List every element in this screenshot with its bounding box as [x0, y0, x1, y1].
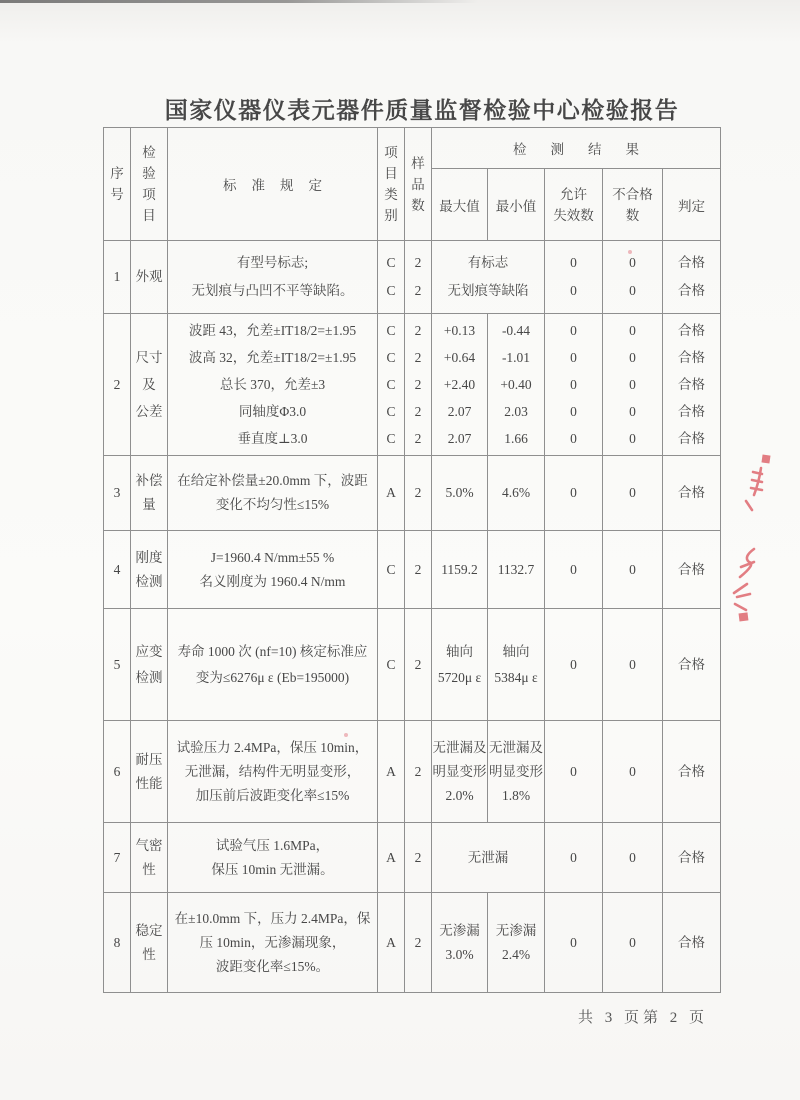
text-line: 2.4%	[501, 946, 531, 962]
text-line: 无渗漏	[495, 922, 537, 938]
text-line: A	[386, 763, 396, 779]
table-row	[104, 609, 721, 721]
max-value	[432, 456, 488, 531]
table-row	[104, 531, 721, 609]
text-line: 有标志	[467, 255, 509, 270]
text-line: C	[386, 255, 396, 270]
inspection-item	[131, 531, 168, 609]
text-line: A	[386, 849, 396, 865]
page-title: 国家仪器仪表元器件质量监督检验中心检验报告	[164, 97, 680, 123]
text-line: 样	[411, 155, 425, 171]
min-value	[488, 893, 545, 993]
inspection-item	[131, 609, 168, 721]
text-line: 2.0%	[445, 787, 474, 803]
verdict	[663, 823, 721, 893]
text-line: 0	[570, 485, 577, 500]
text-line: 0	[570, 656, 577, 672]
row-number: 1	[104, 241, 131, 314]
text-line: 0	[629, 934, 636, 950]
text-line: 无泄漏，结构件无明显变形，	[184, 763, 361, 779]
text-line: +0.40	[500, 377, 532, 392]
inspection-item	[131, 314, 168, 456]
min-value	[488, 314, 545, 456]
text-line: 0	[570, 763, 577, 779]
row-number: 2	[104, 314, 131, 456]
text-line: 0	[570, 377, 577, 392]
standard-spec	[168, 531, 378, 609]
min-value	[488, 456, 545, 531]
text-line: 变化不均匀性≤15%	[215, 497, 330, 512]
text-line: 2	[414, 255, 422, 270]
text-line: 0	[570, 404, 577, 419]
inspection-item	[131, 456, 168, 531]
text-line: 无划痕等缺陷	[447, 283, 529, 298]
text-line: 2	[414, 431, 422, 446]
text-line: 1.66	[504, 431, 528, 446]
text-line: 5384μ ε	[494, 669, 538, 685]
text-line: 0	[570, 323, 577, 338]
nonconforming-count	[603, 609, 663, 721]
allowed-failures	[545, 314, 603, 456]
text-line: 2	[414, 350, 422, 365]
text-line: 0	[629, 255, 636, 270]
sample-count	[405, 823, 432, 893]
text-line: 序	[110, 166, 124, 181]
text-line: 合格	[678, 323, 705, 338]
category	[378, 721, 405, 823]
text-line: 合格	[678, 849, 705, 865]
allowed-failures	[545, 531, 603, 609]
category	[378, 609, 405, 721]
sample-count	[405, 531, 432, 609]
text-line: C	[386, 377, 396, 392]
row-number: 5	[104, 609, 131, 721]
text-line: 合格	[678, 404, 705, 419]
nonconforming-count	[603, 241, 663, 314]
text-line: 失效数	[553, 207, 594, 223]
text-line: 外观	[135, 269, 163, 284]
table-row	[104, 893, 721, 993]
text-line: 合格	[678, 763, 705, 779]
text-line: 1132.7	[497, 561, 535, 577]
text-line: 0	[570, 561, 577, 577]
text-line: 波距变化率≤15%。	[215, 958, 330, 974]
header-verdict: 判定	[663, 169, 721, 241]
text-line: 无划痕与凸凹不平等缺陷。	[191, 283, 354, 298]
text-line: +0.64	[443, 350, 476, 365]
text-line: 检测	[135, 573, 163, 589]
text-line: 2.03	[504, 404, 528, 419]
text-line: 3.0%	[445, 946, 474, 962]
text-line: 0	[570, 849, 577, 865]
text-line: 气密	[135, 837, 163, 853]
text-line: C	[386, 350, 396, 365]
text-line: 2	[414, 485, 422, 500]
category	[378, 241, 405, 314]
inspection-report-table	[103, 127, 721, 993]
text-line: 2.07	[447, 431, 472, 446]
text-line: 0	[629, 283, 636, 298]
text-line: 无泄漏	[467, 849, 509, 865]
text-line: A	[386, 485, 396, 500]
text-line: 变为≤6276μ ε (Eb=195000)	[195, 669, 350, 685]
min-value	[488, 721, 545, 823]
text-line: 0	[629, 656, 636, 672]
standard-spec	[168, 609, 378, 721]
text-line: 项	[384, 145, 398, 160]
nonconforming-count	[603, 456, 663, 531]
text-line: 0	[570, 255, 577, 270]
row-number: 7	[104, 823, 131, 893]
result-merged	[432, 241, 545, 314]
table-row	[104, 721, 721, 823]
text-line: 数	[625, 207, 640, 223]
text-line: 补偿	[135, 473, 163, 488]
text-line: 垂直度⊥3.0	[237, 431, 308, 446]
text-line: 同轴度Φ3.0	[238, 404, 307, 419]
text-line: 合格	[678, 377, 705, 392]
table-row	[104, 314, 721, 456]
text-line: 检测	[135, 669, 163, 685]
inspection-item	[131, 823, 168, 893]
sample-count	[405, 609, 432, 721]
text-line: 0	[629, 763, 636, 779]
sample-count	[405, 314, 432, 456]
text-line: 0	[629, 431, 636, 446]
max-value	[432, 531, 488, 609]
text-line: 尺寸	[135, 350, 163, 365]
text-line: 在给定补偿量±20.0mm 下，波距	[177, 473, 368, 488]
header-max-value: 最大值	[432, 169, 488, 241]
standard-spec	[168, 314, 378, 456]
text-line: 轴向	[502, 643, 530, 659]
max-value	[432, 314, 488, 456]
text-line: 轴向	[446, 643, 473, 659]
max-value	[432, 721, 488, 823]
text-line: C	[386, 431, 396, 446]
max-value	[432, 893, 488, 993]
header-sample-count	[405, 128, 432, 241]
verdict	[663, 241, 721, 314]
text-line: 无泄漏及	[432, 739, 487, 755]
text-line: 合格	[678, 485, 705, 500]
text-line: 0	[629, 404, 636, 419]
text-line: 合格	[678, 431, 705, 446]
sample-count	[405, 456, 432, 531]
header-category	[378, 128, 405, 241]
text-line: 2	[414, 323, 422, 338]
header-serial	[104, 128, 131, 241]
verdict	[663, 531, 721, 609]
text-line: J=1960.4 N/mm±55 %	[210, 549, 335, 565]
text-line: 0	[629, 849, 636, 865]
min-value	[488, 531, 545, 609]
sample-count	[405, 721, 432, 823]
allowed-failures	[545, 823, 603, 893]
scan-edge-artifact	[0, 0, 478, 3]
text-line: 1159.2	[441, 561, 478, 577]
text-line: 性	[142, 861, 156, 877]
row-number: 4	[104, 531, 131, 609]
text-line: 0	[629, 377, 636, 392]
row-number: 6	[104, 721, 131, 823]
row-number: 8	[104, 893, 131, 993]
standard-spec	[168, 893, 378, 993]
standard-spec	[168, 823, 378, 893]
text-line: 有型号标志;	[236, 255, 309, 270]
standard-spec	[168, 241, 378, 314]
inspection-item	[131, 893, 168, 993]
text-line: 名义刚度为 1960.4 N/mm	[199, 573, 346, 589]
text-line: 合格	[678, 255, 705, 270]
text-line: 2	[414, 849, 422, 865]
min-value	[488, 609, 545, 721]
max-value	[432, 609, 488, 721]
nonconforming-count	[603, 721, 663, 823]
nonconforming-count	[603, 823, 663, 893]
text-line: 性能	[135, 775, 163, 791]
text-line: C	[386, 323, 396, 338]
text-line: 总长 370，允差±3	[219, 377, 326, 392]
text-line: 加压前后波距变化率≤15%	[195, 787, 350, 803]
text-line: 0	[570, 350, 577, 365]
text-line: 数	[411, 197, 425, 213]
text-line: 允许	[560, 186, 587, 202]
inspection-item	[131, 241, 168, 314]
category	[378, 456, 405, 531]
verdict	[663, 609, 721, 721]
scan-speck	[628, 250, 632, 254]
text-line: 2	[414, 934, 422, 950]
sample-count	[405, 241, 432, 314]
text-line: 2	[414, 763, 422, 779]
standard-spec	[168, 456, 378, 531]
text-line: 寿命 1000 次 (nf=10) 核定标准应	[177, 643, 368, 659]
text-line: 目	[384, 166, 398, 181]
nonconforming-count	[603, 531, 663, 609]
text-line: 0	[570, 283, 577, 298]
text-line: 试验压力 2.4MPa，保压 10min，	[176, 739, 369, 755]
text-line: C	[386, 283, 396, 298]
text-line: 性	[142, 946, 156, 962]
nonconforming-count	[603, 893, 663, 993]
category	[378, 893, 405, 993]
text-line: C	[386, 561, 396, 577]
text-line: 类	[384, 187, 398, 202]
text-line: 0	[570, 934, 577, 950]
text-line: C	[386, 404, 396, 419]
text-line: 保压 10min 无泄漏。	[211, 861, 334, 877]
text-line: -1.01	[501, 350, 531, 365]
text-line: 2	[414, 656, 422, 672]
text-line: 2	[414, 561, 422, 577]
verdict	[663, 721, 721, 823]
text-line: 无渗漏	[439, 922, 480, 938]
text-line: 5.0%	[445, 485, 474, 500]
allowed-failures	[545, 456, 603, 531]
text-line: 2	[414, 377, 422, 392]
table-row	[104, 456, 721, 531]
table-row	[104, 823, 721, 893]
red-seal-fragment-icon	[726, 446, 778, 636]
text-line: 不合格	[612, 186, 653, 202]
text-line: 刚度	[135, 549, 163, 565]
allowed-failures	[545, 609, 603, 721]
text-line: 0	[629, 485, 636, 500]
category	[378, 823, 405, 893]
text-line: 压 10min，无渗漏现象，	[199, 934, 346, 950]
text-line: +0.13	[443, 323, 476, 338]
text-line: 2	[414, 283, 422, 298]
header-inspection-item	[131, 128, 168, 241]
category	[378, 531, 405, 609]
verdict	[663, 456, 721, 531]
text-line: 应变	[135, 643, 163, 659]
text-line: 品	[411, 176, 425, 192]
text-line: 别	[384, 208, 398, 223]
text-line: 合格	[678, 283, 705, 298]
text-line: 2.07	[447, 404, 472, 419]
text-line: 0	[570, 431, 577, 446]
header-nonconforming	[603, 169, 663, 241]
header-allowed-failures	[545, 169, 603, 241]
text-line: 及	[142, 377, 156, 392]
text-line: 明显变形	[432, 763, 487, 779]
text-line: 5720μ ε	[437, 669, 482, 685]
page-number: 共 3 页第 2 页	[577, 1010, 708, 1026]
text-line: 合格	[678, 934, 705, 950]
text-line: 稳定	[135, 922, 163, 938]
result-merged	[432, 823, 545, 893]
text-line: -0.44	[501, 323, 531, 338]
text-line: 合格	[678, 656, 705, 672]
text-line: 项	[142, 187, 156, 202]
text-line: +2.40	[443, 377, 476, 392]
text-line: 目	[142, 208, 156, 223]
inspection-item	[131, 721, 168, 823]
text-line: 合格	[678, 561, 705, 577]
text-line: 合格	[678, 350, 705, 365]
text-line: 明显变形	[489, 763, 543, 779]
text-line: 0	[629, 323, 636, 338]
text-line: 耐压	[135, 751, 163, 767]
header-min-value: 最小值	[488, 169, 545, 241]
verdict	[663, 314, 721, 456]
nonconforming-count	[603, 314, 663, 456]
text-line: 1.8%	[501, 787, 531, 803]
text-line: 0	[629, 561, 636, 577]
category	[378, 314, 405, 456]
text-line: 号	[110, 187, 124, 202]
text-line: 检	[142, 145, 156, 160]
sample-count	[405, 893, 432, 993]
text-line: 4.6%	[501, 485, 531, 500]
text-line: 验	[142, 166, 156, 181]
text-line: 在±10.0mm 下，压力 2.4MPa，保	[174, 910, 371, 926]
allowed-failures	[545, 721, 603, 823]
text-line: 公差	[135, 404, 163, 419]
text-line: A	[386, 934, 396, 950]
text-line: 2	[414, 404, 422, 419]
allowed-failures	[545, 893, 603, 993]
text-line: 波距 43，允差±IT18/2=±1.95	[188, 323, 357, 338]
text-line: 无泄漏及	[489, 739, 543, 755]
header-standard: 标准规定	[168, 128, 378, 241]
text-line: 试验气压 1.6MPa，	[215, 837, 330, 853]
text-line: C	[386, 656, 396, 672]
text-line: 0	[629, 350, 636, 365]
row-number: 3	[104, 456, 131, 531]
text-line: 波高 32，允差±IT18/2=±1.95	[188, 350, 357, 365]
verdict	[663, 893, 721, 993]
scan-speck	[344, 733, 348, 737]
allowed-failures	[545, 241, 603, 314]
text-line: 量	[142, 497, 156, 512]
header-test-result-group: 检测结果	[432, 128, 721, 169]
